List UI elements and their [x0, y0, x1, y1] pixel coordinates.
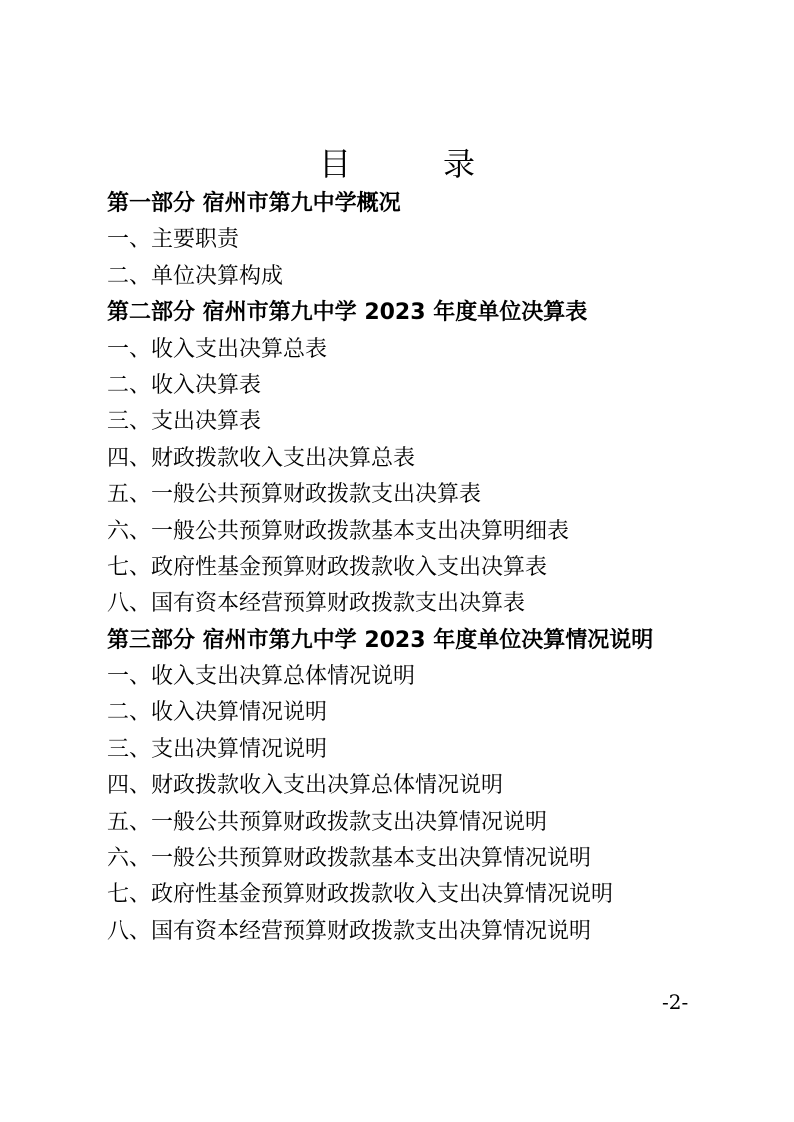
- toc-item: 三、支出决算表: [107, 409, 262, 435]
- toc-item: 七、政府性基金预算财政拨款收入支出决算情况说明: [107, 882, 614, 908]
- toc-item: 四、财政拨款收入支出决算总体情况说明: [107, 773, 504, 799]
- table-of-contents: [107, 186, 767, 950]
- toc-part-heading: 第三部分 宿州市第九中学 2023 年度单位决算情况说明: [107, 627, 654, 653]
- toc-item: 八、国有资本经营预算财政拨款支出决算情况说明: [107, 918, 592, 944]
- toc-item: 六、一般公共预算财政拨款基本支出决算情况说明: [107, 846, 592, 872]
- toc-item: 二、单位决算构成: [107, 263, 284, 289]
- page-title: 目 录: [318, 145, 505, 183]
- toc-item: 七、政府性基金预算财政拨款收入支出决算表: [107, 554, 548, 580]
- toc-item: 一、主要职责: [107, 227, 240, 253]
- page-number: -2-: [662, 990, 689, 1014]
- toc-item: 二、收入决算情况说明: [107, 700, 328, 726]
- toc-item: 五、一般公共预算财政拨款支出决算情况说明: [107, 809, 548, 835]
- toc-item: 五、一般公共预算财政拨款支出决算表: [107, 482, 482, 508]
- toc-part-heading: 第一部分 宿州市第九中学概况: [107, 191, 401, 216]
- toc-item: 四、财政拨款收入支出决算总表: [107, 445, 416, 471]
- toc-item: 二、收入决算表: [107, 372, 262, 398]
- toc-part-heading: 第二部分 宿州市第九中学 2023 年度单位决算表: [107, 300, 588, 326]
- toc-item: 三、支出决算情况说明: [107, 736, 328, 762]
- toc-item: 一、收入支出决算总表: [107, 336, 328, 362]
- toc-item: 一、收入支出决算总体情况说明: [107, 664, 416, 690]
- toc-item: 六、一般公共预算财政拨款基本支出决算明细表: [107, 518, 570, 544]
- toc-item: 八、国有资本经营预算财政拨款支出决算表: [107, 591, 526, 617]
